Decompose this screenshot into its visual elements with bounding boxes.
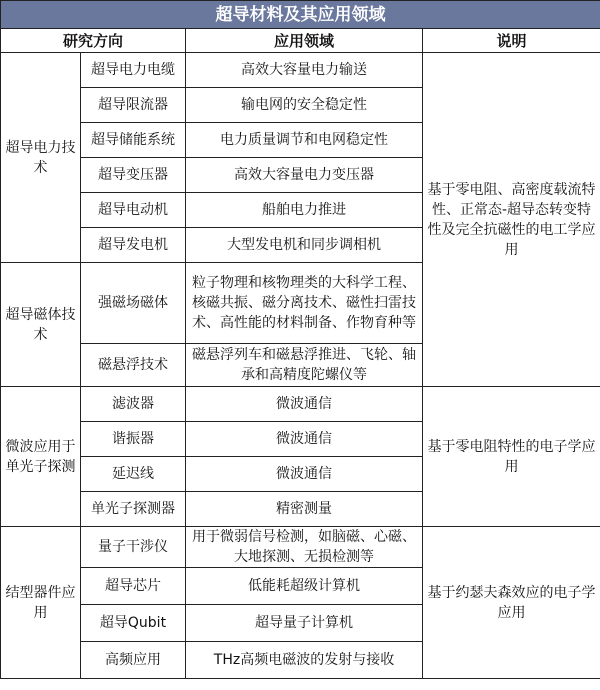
sub-direction: 谐振器: [81, 422, 186, 457]
sub-direction: 单光子探测器: [81, 492, 186, 527]
group-name: 超导磁体技术: [1, 263, 81, 387]
sub-direction: 高频应用: [81, 642, 186, 679]
table-title: 超导材料及其应用领域: [1, 1, 600, 29]
application: 微波通信: [186, 422, 423, 457]
application: 低能耗超级计算机: [186, 568, 423, 605]
header-application: 应用领域: [186, 29, 423, 53]
group-name: 超导电力技术: [1, 53, 81, 263]
sub-direction: 滤波器: [81, 387, 186, 422]
sub-direction: 量子干涉仪: [81, 527, 186, 568]
application: 输电网的安全稳定性: [186, 88, 423, 123]
sub-direction: 强磁场磁体: [81, 263, 186, 344]
sub-direction: 超导发电机: [81, 228, 186, 263]
group-name: 结型器件应用: [1, 527, 81, 679]
application: 电力质量调节和电网稳定性: [186, 123, 423, 158]
note: 基于约瑟夫森效应的电子学应用: [423, 527, 600, 679]
application: 船舶电力推进: [186, 193, 423, 228]
sub-direction: 延迟线: [81, 457, 186, 492]
sub-direction: 超导Qubit: [81, 605, 186, 642]
application: 超导量子计算机: [186, 605, 423, 642]
sub-direction: 超导变压器: [81, 158, 186, 193]
sub-direction: 超导电力电缆: [81, 53, 186, 88]
note: 基于零电阻特性的电子学应用: [423, 387, 600, 527]
header-direction: 研究方向: [1, 29, 186, 53]
group-name: 微波应用于单光子探测: [1, 387, 81, 527]
sub-direction: 超导储能系统: [81, 123, 186, 158]
application: 粒子物理和核物理类的大科学工程、核磁共振、磁分离技术、磁性扫雷技术、高性能的材料制备、作物育种等: [186, 263, 423, 344]
application: 精密测量: [186, 492, 423, 527]
application: 微波通信: [186, 387, 423, 422]
sub-direction: 超导芯片: [81, 568, 186, 605]
sub-direction: 超导限流器: [81, 88, 186, 123]
sub-direction: 磁悬浮技术: [81, 344, 186, 387]
application: 大型发电机和同步调相机: [186, 228, 423, 263]
application: 微波通信: [186, 457, 423, 492]
application: 用于微弱信号检测，如脑磁、心磁、大地探测、无损检测等: [186, 527, 423, 568]
header-note: 说明: [423, 29, 600, 53]
application: 磁悬浮列车和磁悬浮推进、飞轮、轴承和高精度陀螺仪等: [186, 344, 423, 387]
note: 基于零电阻、高密度载流特性、正常态-超导态转变特性及完全抗磁性的电工学应用: [423, 53, 600, 387]
application: 高效大容量电力变压器: [186, 158, 423, 193]
application: THz高频电磁波的发射与接收: [186, 642, 423, 679]
application: 高效大容量电力输送: [186, 53, 423, 88]
sub-direction: 超导电动机: [81, 193, 186, 228]
